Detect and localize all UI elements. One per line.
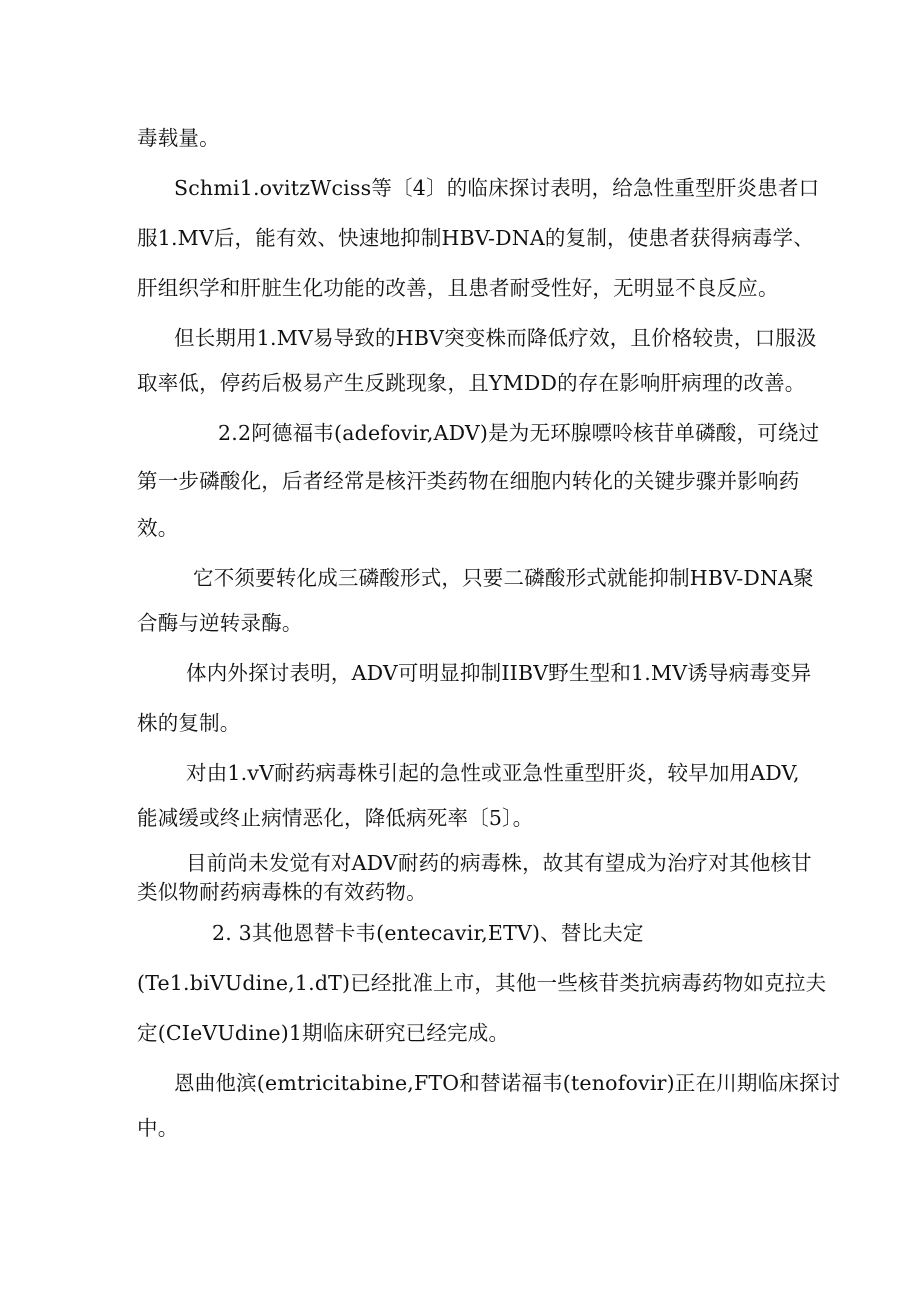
text-line: 类似物耐药病毒株的有效药物。 [137, 880, 427, 904]
text-line: 合酶与逆转录酶。 [137, 611, 303, 635]
text-line: 但长期用1.MV易导致的HBV突变株而降低疗效，且价格较贵，口服汲 [174, 326, 817, 350]
text-line: 2. 3其他恩替卡韦(entecavir,ETV)、替比夫定 [212, 921, 644, 945]
text-line: 服1.MV后，能有效、快速地抑制HBV-DNA的复制，使患者获得病毒学、 [137, 226, 815, 250]
text-line: 毒载量。 [137, 126, 220, 150]
text-line: 株的复制。 [137, 711, 241, 735]
text-line: 能减缓或终止病情恶化，降低病死率〔5〕。 [137, 806, 534, 830]
text-line: (Te1.biVUdine,1.dT)已经批准上市，其他一些核苷类抗病毒药物如克拉夫 [137, 971, 827, 995]
text-line: 2.2阿德福韦(adefovir,ADV)是为无环腺嘌呤核苷单磷酸，可绕过 [218, 421, 820, 445]
text-line: 它不须要转化成三磷酸形式，只要二磷酸形式就能抑制HBV-DNA聚 [193, 566, 814, 590]
text-line: 中。 [137, 1116, 179, 1140]
text-line: 目前尚未发觉有对ADV耐药的病毒株，故其有望成为治疗对其他核甘 [186, 851, 812, 875]
text-line: 肝组织学和肝脏生化功能的改善，且患者耐受性好，无明显不良反应。 [137, 276, 779, 300]
text-line: 定(CIeVUdine)1期临床研究已经完成。 [137, 1021, 510, 1045]
text-line: 第一步磷酸化，后者经常是核汗类药物在细胞内转化的关键步骤并影响药 [137, 469, 800, 493]
text-line: 取率低，停药后极易产生反跳现象，且YMDD的存在影响肝病理的改善。 [137, 371, 806, 395]
text-line: 对由1.vV耐药病毒株引起的急性或亚急性重型肝炎，较早加用ADV, [186, 761, 800, 785]
text-line: 体内外探讨表明，ADV可明显抑制IIBV野生型和1.MV诱导病毒变异 [186, 661, 812, 685]
text-line: Schmi1.ovitzWciss等〔4〕的临床探讨表明，给急性重型肝炎患者口 [174, 176, 820, 200]
text-line: 效。 [137, 516, 179, 540]
text-line: 恩曲他滨(emtricitabine,FTO和替诺福韦(tenofovir)正在川期临床探讨 [174, 1071, 841, 1095]
